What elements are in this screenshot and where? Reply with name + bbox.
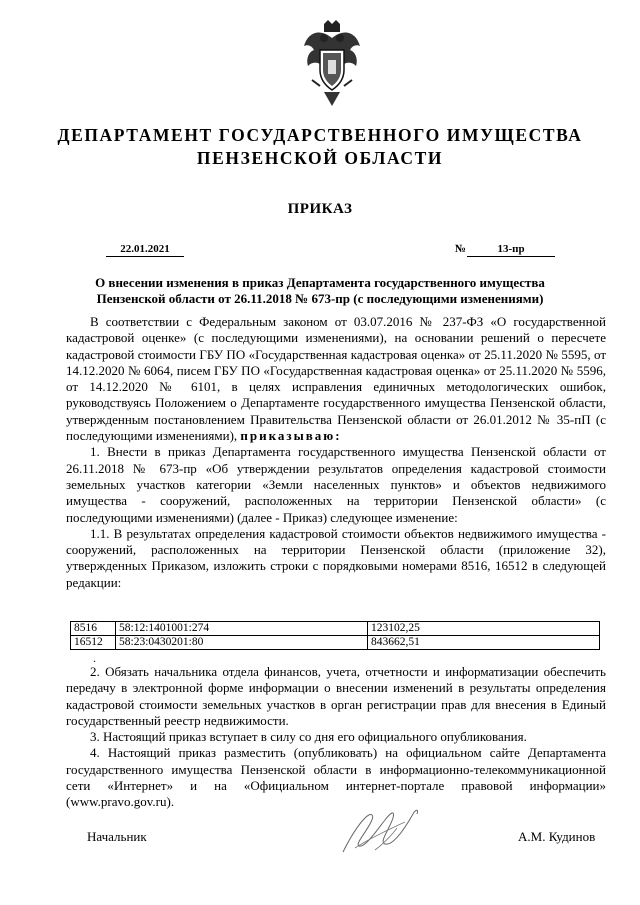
department-title-line1: ДЕПАРТАМЕНТ ГОСУДАРСТВЕННОГО ИМУЩЕСТВА	[57, 125, 583, 145]
cadastral-number-cell: 58:23:0430201:80	[116, 636, 368, 650]
table-row	[71, 622, 600, 636]
table-end-mark: .	[93, 651, 96, 665]
row-number-cell: 8516	[71, 622, 116, 636]
decree-word: приказываю:	[240, 428, 342, 444]
department-title	[40, 124, 600, 170]
order-subject-line1: О внесении изменения в приказ Департамента государственного имущества	[95, 275, 545, 290]
signatory-position: Начальник	[87, 829, 147, 844]
order-body	[66, 314, 606, 591]
number-sign: №	[455, 243, 467, 255]
order-number: 13-пр	[467, 243, 555, 257]
order-date: 22.01.2021	[106, 243, 184, 257]
handwritten-signature-icon	[335, 800, 425, 860]
cadastral-value-cell: 843662,51	[368, 636, 600, 650]
order-subject-line2: Пензенской области от 26.11.2018 № 673-пр (с последующими изменениями)	[96, 291, 544, 306]
cadastral-values-table	[70, 621, 600, 650]
order-body-continued	[66, 664, 606, 811]
row-number-cell: 16512	[71, 636, 116, 650]
signatory-name: А.М. Кудинов	[518, 829, 596, 844]
item-1-1-paragraph: 1.1. В результатах определения кадастровой стоимости объектов недвижимого имущества - сооружений, расположенных на территории Пензенской области (приложение 32), утвержденных Приказом, изложить строки с порядковыми номерами 8516, 16512 в следующей редакции:	[66, 525, 606, 590]
coat-of-arms-icon	[302, 20, 362, 106]
order-title: ПРИКАЗ	[287, 201, 353, 217]
cadastral-number-cell: 58:12:1401001:274	[116, 622, 368, 636]
intro-paragraph	[66, 314, 606, 444]
cadastral-value-cell: 123102,25	[368, 622, 600, 636]
intro-text: В соответствии с Федеральным законом от 03.07.2016 № 237-ФЗ «О государственной кадастровой оценке» (с последующими изменениями), на основании решений о пересчете кадастровой стоимости ГБУ ПО «Государственная кадастровая оценка» от 25.11.2020 № 5595, от 14.12.2020 № 6064, писем ГБУ ПО «Государственная кадастровая оценка» от 25.11.2020 № 5596, от 14.12.2020 № 6101, в целях исправления единичных методологических ошибок, руководствуясь Положением о Департаменте государственного имущества Пензенской области, утвержденным постановлением Правительства Пензенской области от 26.01.2012 № 35-пП (с последующими изменениями),	[66, 314, 606, 444]
item-2-paragraph: 2. Обязать начальника отдела финансов, учета, отчетности и информатизации обеспечить передачу в электронной форме информации о внесении изменений в результаты определения кадастровой стоимости земельных участков в орган регистрации прав для внесения в Единый государственный реестр недвижимости.	[66, 664, 606, 728]
item-3-paragraph: 3. Настоящий приказ вступает в силу со дня его официального опубликования.	[90, 729, 527, 745]
order-subject	[60, 275, 580, 307]
department-title-line2: ПЕНЗЕНСКОЙ ОБЛАСТИ	[196, 148, 444, 168]
table-row	[71, 636, 600, 650]
item-4-paragraph: 4. Настоящий приказ разместить (опубликовать) на официальном сайте Департамента государственного имущества Пензенской области в информационно-телекоммуникационной сети «Интернет» и на «Официальном интернет-портале правовой информации» (www.pravo.gov.ru).	[66, 745, 606, 810]
item-1-paragraph: 1. Внести в приказ Департамента государственного имущества Пензенской области от 26.11.2018 № 673-пр «Об утверждении результатов определения кадастровой стоимости земельных участков категории «Земли населенных пунктов» и объектов недвижимого имущества - сооружений, расположенных на территории Пензенской области» (с последующими изменениями) (далее - Приказ) следующее изменение:	[66, 444, 606, 525]
